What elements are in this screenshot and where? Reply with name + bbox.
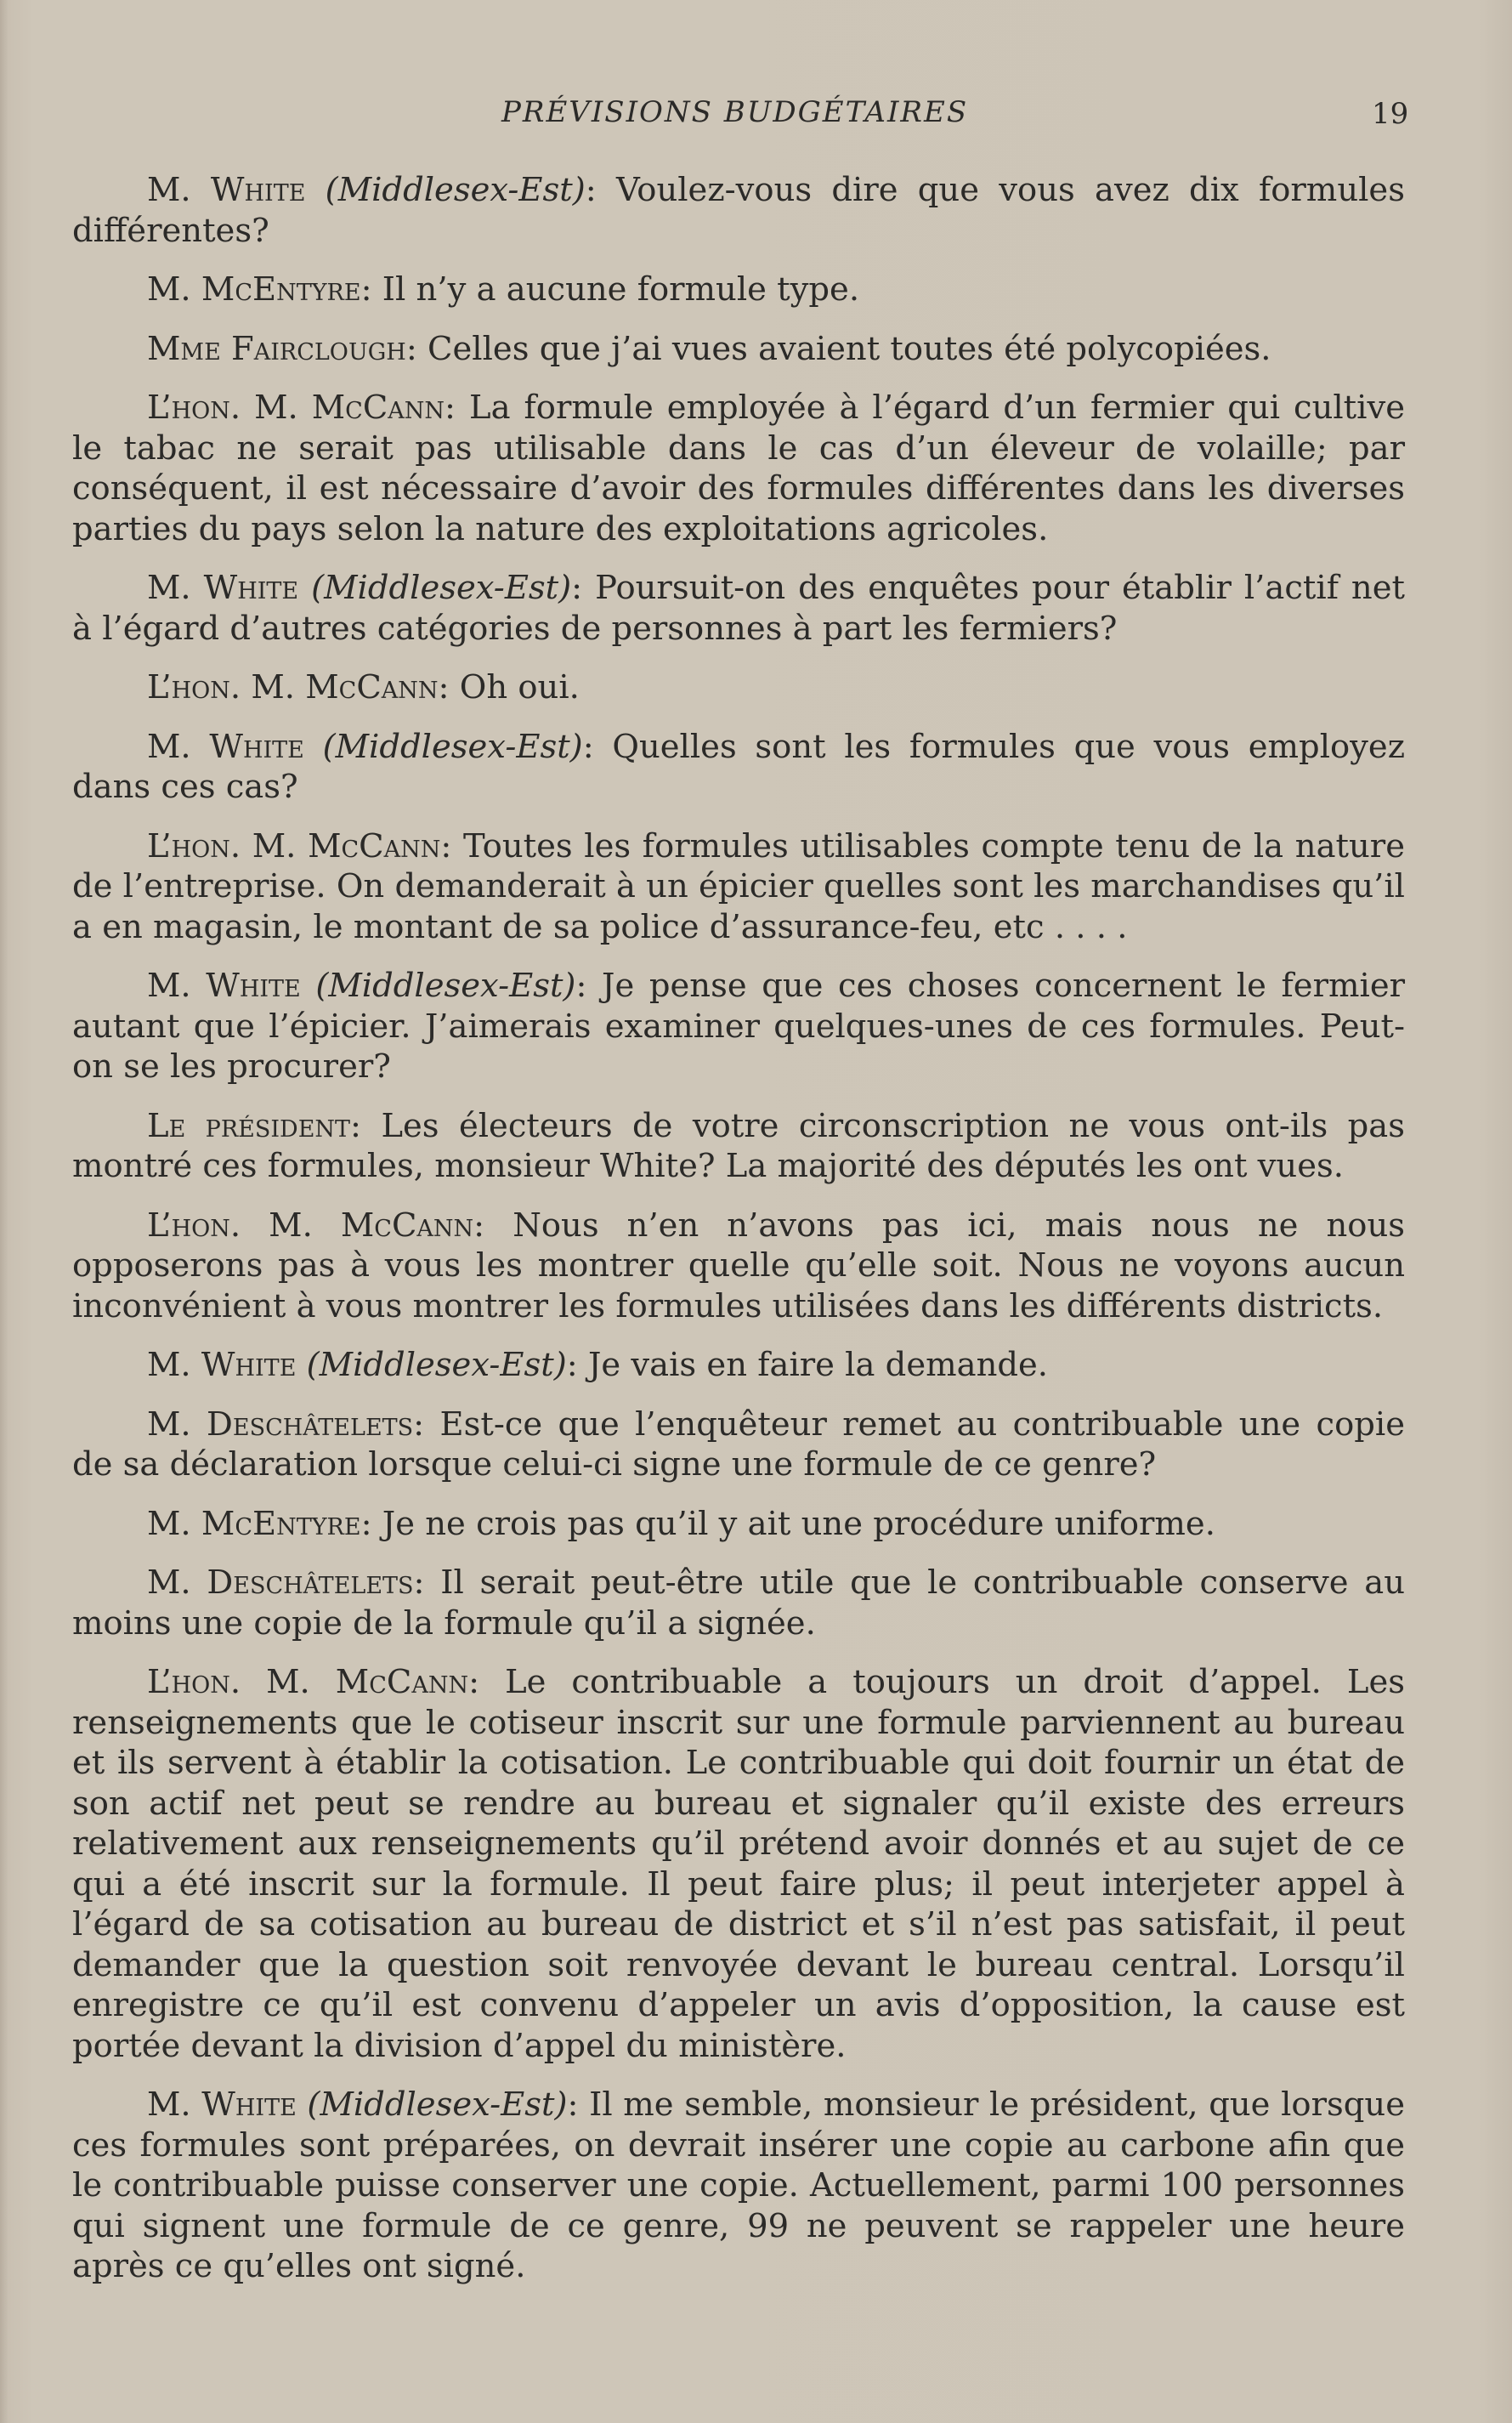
speaker: M. White <box>147 2085 297 2124</box>
speaker: M. Deschâtelets <box>147 1563 414 1602</box>
speaker: L’hon. M. McCann <box>147 1206 474 1245</box>
separator: : <box>405 329 428 368</box>
separator: : <box>468 1663 506 1701</box>
speaker: M. Deschâtelets <box>147 1404 414 1444</box>
paragraph-text: Nous n’en n’avons pas ici, mais nous ne nous opposerons pas à vous les montrer quelle qu’elle soit. Nous ne voyons aucun inconvénient à vous montrer les formules utilisées dans les différents districts. <box>72 1206 1405 1325</box>
paragraph-text: Celles que j’ai vues avaient toutes été polycopiées. <box>428 329 1271 368</box>
paragraph <box>72 966 1405 1087</box>
paragraph <box>72 329 1405 370</box>
separator: : <box>438 668 460 706</box>
speaker: M. White <box>147 171 306 209</box>
paragraph <box>72 1206 1405 1327</box>
paragraph-text: Quelles sont les formules que vous employez dans ces cas? <box>72 727 1405 806</box>
separator: : <box>360 270 382 309</box>
paragraph <box>72 568 1405 649</box>
separator: : <box>473 1206 513 1245</box>
speaker: L’hon. M. McCann <box>147 668 439 706</box>
speaker: L’hon. M. McCann <box>147 389 445 427</box>
paragraph <box>72 1404 1405 1485</box>
riding: (Middlesex-Est) <box>300 967 576 1005</box>
separator: : <box>585 171 616 209</box>
riding: (Middlesex-Est) <box>296 1346 567 1384</box>
paragraph <box>72 1504 1405 1545</box>
paragraph-text: Poursuit-on des enquêtes pour établir l’actif net à l’égard d’autres catégories de personnes à part les fermiers? <box>72 569 1405 648</box>
speaker: M. McEntyre <box>147 270 361 309</box>
speaker: M. White <box>147 727 304 766</box>
paragraph <box>72 826 1405 948</box>
separator: : <box>413 1563 441 1602</box>
paragraph-text: Voulez-vous dire que vous avez dix formules différentes? <box>72 171 1405 250</box>
riding: (Middlesex-Est) <box>303 727 583 766</box>
separator: : <box>445 389 470 427</box>
speaker: L’hon. M. McCann <box>147 1663 469 1701</box>
paragraph-text: Je ne crois pas qu’il y ait une procédure uniforme. <box>382 1504 1215 1543</box>
speaker: M. White <box>147 1346 297 1384</box>
paragraph-text: Les électeurs de votre circonscription ne vous ont-ils pas montré ces formules, monsieur White? La majorité des députés les ont vues. <box>72 1106 1406 1185</box>
paragraph-text: Est-ce que l’enquêteur remet au contribuable une copie de sa déclaration lorsque celui-ci signe une formule de ce genre? <box>72 1404 1405 1484</box>
paragraph-text: Le contribuable a toujours un droit d’appel. Les renseignements que le cotiseur inscrit sur une formule parviennent au bureau et ils servent à établir la cotisation. Le contribuable qui doit fournir un état de son actif net peut se rendre au bureau et signaler qu’il existe des erreurs relativement aux renseignements qu’il prétend avoir donnés et au sujet de ce qui a été inscrit sur la formule. Il peut faire plus; il peut interjeter appel à l’égard de sa cotisation au bureau de district et s’il n’est pas satisfait, il peut demander que la question soit renvoyée devant le bureau central. Lorsqu’il enregistre ce qu’il est convenu d’appeler un avis d’opposition, la cause est portée devant la division d’appel du ministère. <box>72 1663 1405 2065</box>
separator: : <box>575 967 603 1005</box>
paragraph <box>72 2085 1405 2287</box>
separator: : <box>567 2085 590 2124</box>
speaker: Le président <box>147 1106 351 1145</box>
paragraph <box>72 388 1405 549</box>
paragraph <box>72 727 1405 808</box>
paragraph <box>72 270 1405 310</box>
page-number: 19 <box>1372 97 1409 131</box>
speaker: L’hon. M. McCann <box>147 826 441 865</box>
running-header <box>0 95 1512 139</box>
separator: : <box>440 826 463 865</box>
paragraph-text: Il me semble, monsieur le président, que lorsque ces formules sont préparées, on devrait insérer une copie au carbone afin que le contribuable puisse conserver une copie. Actuellement, parmi 100 personnes qui signent une formule de ce genre, 99 ne peuvent se rappeler une heure après ce qu’elles ont signé. <box>72 2085 1405 2285</box>
speaker: Mme Fairclough <box>147 329 406 368</box>
paragraph <box>72 1563 1405 1643</box>
separator: : <box>571 569 596 607</box>
separator: : <box>582 727 613 766</box>
speaker: M. McEntyre <box>147 1504 361 1543</box>
riding: (Middlesex-Est) <box>298 569 572 607</box>
paragraph-text: La formule employée à l’égard d’un fermier qui cultive le tabac ne serait pas utilisable dans le cas d’un éleveur de volaille; par conséquent, il est nécessaire d’avoir des formules différentes dans les diverses parties du pays selon la nature des exploitations agricoles. <box>72 389 1405 548</box>
running-title: PRÉVISIONS BUDGÉTAIRES <box>501 95 969 129</box>
separator: : <box>566 1346 588 1384</box>
paragraph-text: Il n’y a aucune formule type. <box>382 270 860 309</box>
riding: (Middlesex-Est) <box>296 2085 568 2124</box>
separator: : <box>350 1106 382 1145</box>
paragraph <box>72 1106 1405 1187</box>
speaker: M. White <box>147 967 301 1005</box>
separator: : <box>360 1504 382 1543</box>
paragraph-text: Je pense que ces choses concernent le fermier autant que l’épicier. J’aimerais examiner quelques-unes de ces formules. Peut-on se les procurer? <box>72 967 1406 1086</box>
paragraph-text: Il serait peut-être utile que le contribuable conserve au moins une copie de la formule qu’il a signée. <box>72 1563 1406 1643</box>
paragraph <box>72 170 1405 251</box>
body-text <box>72 170 1405 2306</box>
paragraph <box>72 1662 1405 2066</box>
paragraph <box>72 1345 1405 1386</box>
paragraph <box>72 667 1405 708</box>
separator: : <box>413 1404 440 1444</box>
speaker: M. White <box>147 569 299 607</box>
paragraph-text: Toutes les formules utilisables compte tenu de la nature de l’entreprise. On demanderait à un épicier quelles sont les marchandises qu’il a en magasin, le montant de sa police d’assurance-feu, etc . . . . <box>72 826 1405 946</box>
riding: (Middlesex-Est) <box>305 171 586 209</box>
paragraph-text: Je vais en faire la demande. <box>587 1346 1049 1384</box>
paragraph-text: Oh oui. <box>459 668 580 706</box>
